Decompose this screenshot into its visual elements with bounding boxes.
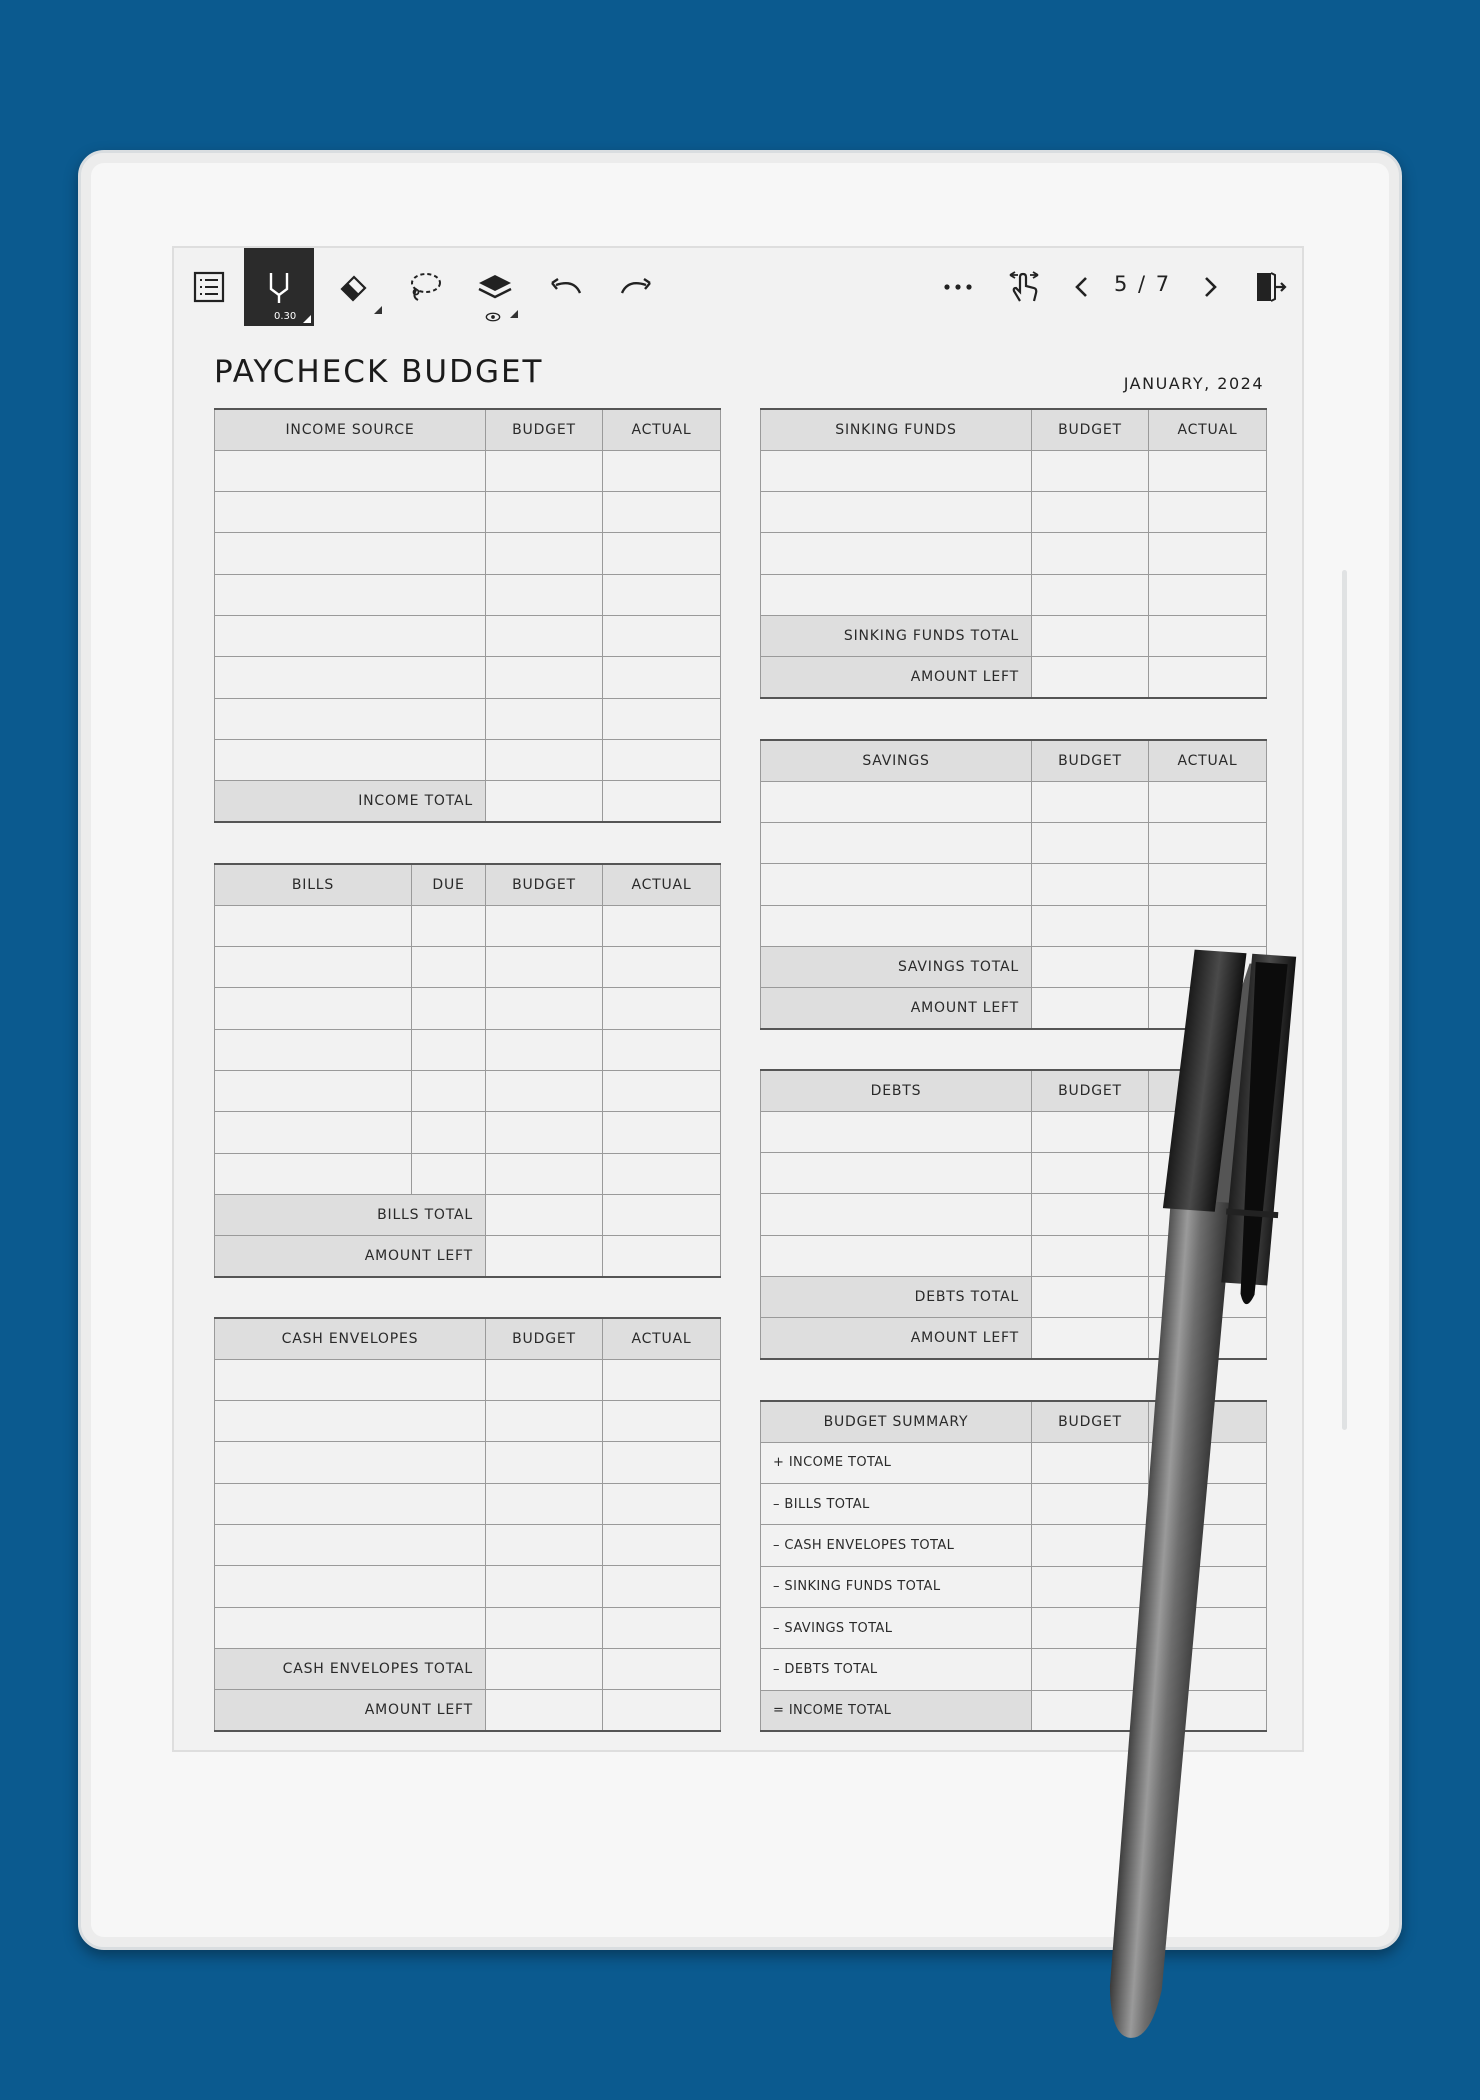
summary-budget-header: BUDGET [1032,1401,1149,1442]
cash-amount-left-label: AMOUNT LEFT [215,1690,486,1731]
summary-label: – BILLS TOTAL [761,1484,1032,1525]
savings-amount-left-label: AMOUNT LEFT [761,988,1032,1029]
income-total-label: INCOME TOTAL [215,781,486,822]
savings-actual-header: ACTUAL [1149,740,1267,781]
bills-actual-header: ACTUAL [603,864,721,905]
budget-summary-header: BUDGET SUMMARY [761,1401,1032,1442]
debts-amount-left-label: AMOUNT LEFT [761,1318,1032,1359]
summary-label: – SAVINGS TOTAL [761,1607,1032,1648]
bills-due-header: DUE [412,864,486,905]
sinking-funds-header: SINKING FUNDS [761,409,1032,450]
debts-budget-header: BUDGET [1032,1070,1149,1111]
bills-total-label: BILLS TOTAL [215,1194,486,1235]
savings-total-label: SAVINGS TOTAL [761,946,1032,987]
income-source-header: INCOME SOURCE [215,409,486,450]
cash-actual-header: ACTUAL [603,1318,721,1359]
debts-total-label: DEBTS TOTAL [761,1276,1032,1317]
page-date: JANUARY, 2024 [1123,374,1264,393]
debts-header: DEBTS [761,1070,1032,1111]
savings-budget-header: BUDGET [1032,740,1149,781]
summary-label: – CASH ENVELOPES TOTAL [761,1525,1032,1566]
summary-label: – DEBTS TOTAL [761,1649,1032,1690]
income-budget-header: BUDGET [486,409,603,450]
page-title: PAYCHECK BUDGET [214,354,544,390]
page-indicator[interactable]: 5 / 7 [1114,272,1172,296]
bills-header: BILLS [215,864,412,905]
bills-amount-left-label: AMOUNT LEFT [215,1236,486,1277]
savings-header: SAVINGS [761,740,1032,781]
summary-label: – SINKING FUNDS TOTAL [761,1566,1032,1607]
income-actual-header: ACTUAL [603,409,721,450]
summary-label: = INCOME TOTAL [761,1690,1032,1731]
sinking-amount-left-label: AMOUNT LEFT [761,657,1032,698]
sinking-total-label: SINKING FUNDS TOTAL [761,615,1032,656]
bills-budget-header: BUDGET [486,864,603,905]
sinking-actual-header: ACTUAL [1149,409,1267,450]
cash-total-label: CASH ENVELOPES TOTAL [215,1648,486,1689]
cash-budget-header: BUDGET [486,1318,603,1359]
pen-size-label: 0.30 [274,311,297,322]
cash-envelopes-header: CASH ENVELOPES [215,1318,486,1359]
sinking-budget-header: BUDGET [1032,409,1149,450]
summary-label: + INCOME TOTAL [761,1442,1032,1483]
